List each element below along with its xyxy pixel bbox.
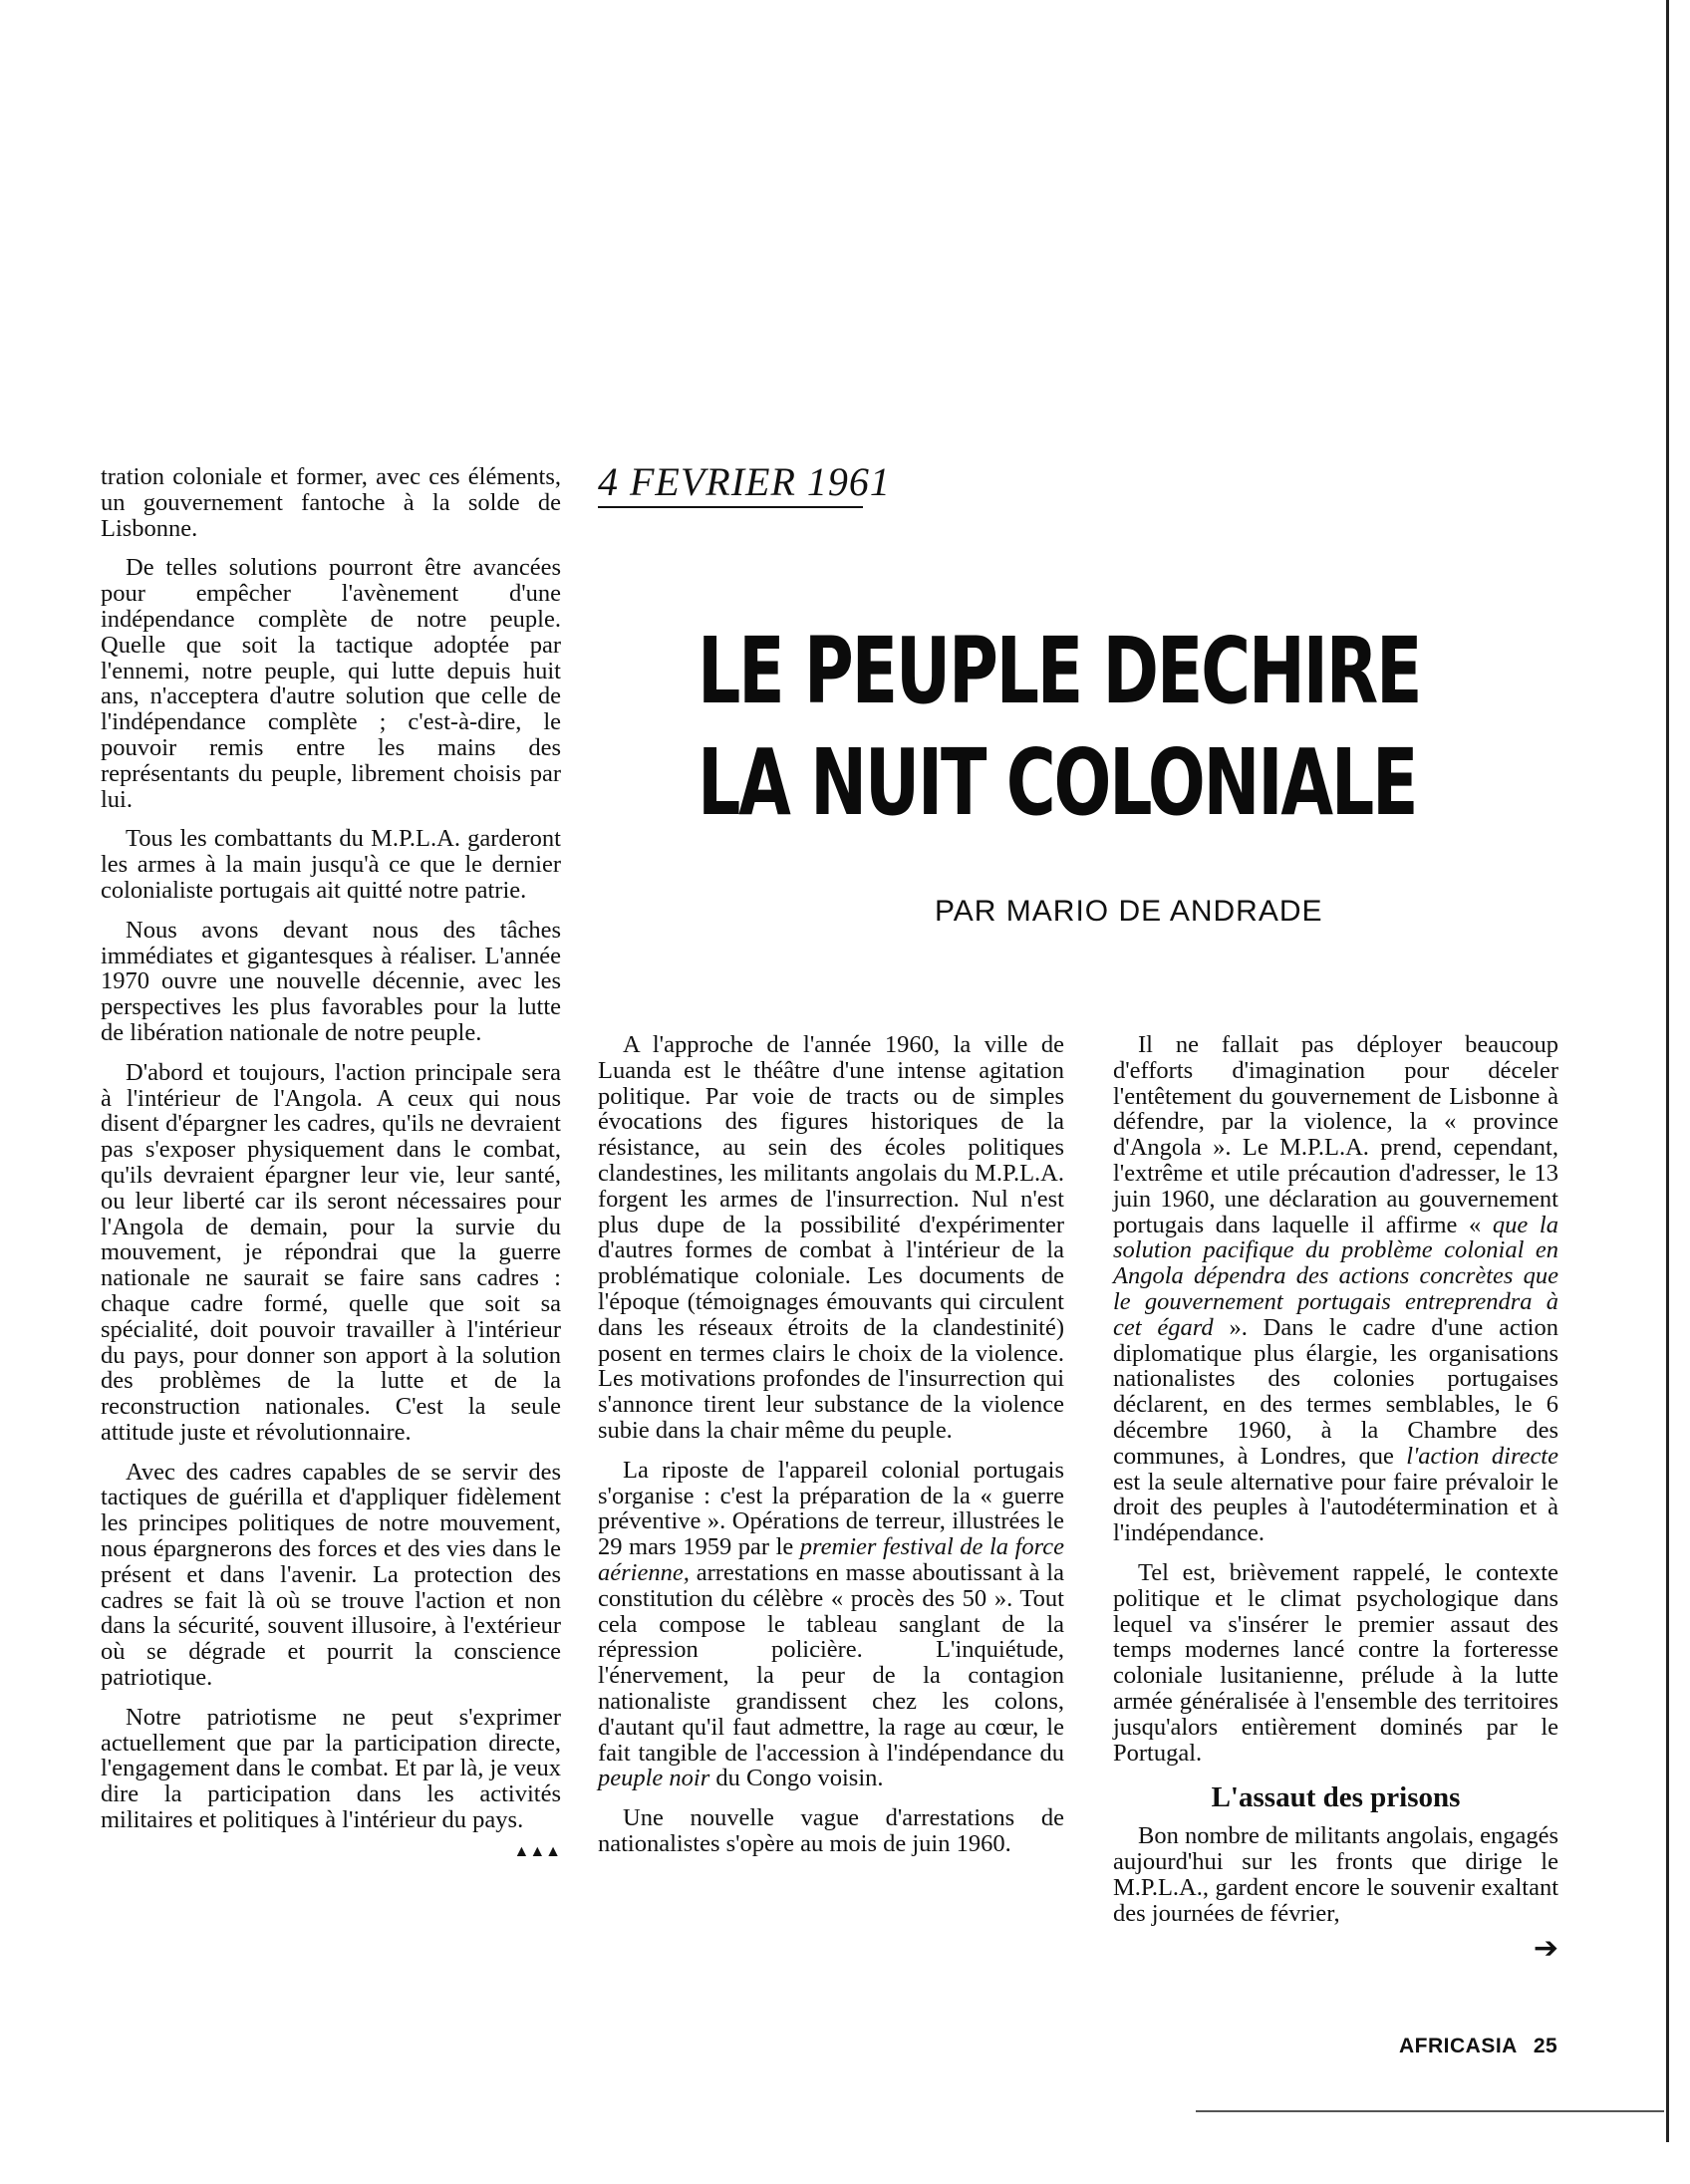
italic-text: premier festival de la force aérienne, — [598, 1533, 1064, 1586]
right-column — [1113, 1031, 1558, 1966]
article-byline: PAR MARIO DE ANDRADE — [935, 895, 1323, 928]
headline-line-1: LE PEUPLE DECHIRE — [698, 618, 1421, 724]
paragraph: Bon nombre de militants angolais, engagés aujourd'hui sur les fronts que dirige le M.P.L.A., gardent encore le souvenir exaltant des journées de février, — [1113, 1822, 1558, 1927]
paragraph: D'abord et toujours, l'action principale sera à l'intérieur de l'Angola. A ceux qui nous disent d'épargner les cadres, qu'ils ne devraient pas s'exposer physiquement dans le combat, qu'ils devraient épargner leur vie, leur santé, ou leur liberté car ils seront nécessaires pour l'Angola de demain, pour la survie du mouvement, je répondrai que la guerre nationale ne saurait se faire sans cadres : chaque cadre formé, quelle que soit sa spécialité, doit pouvoir travailler à l'intérieur du pays, pour donner son apport à la solution des problèmes de la lutte et de la reconstruction nationales. C'est la seule attitude juste et révolutionnaire. — [101, 1058, 561, 1446]
middle-column — [598, 1032, 1064, 1871]
text-run: Il ne fallait pas déployer beaucoup d'efforts d'imagination pour déceler l'entêtement du gouvernement de Lisbonne à défendre, par la violence, la « province d'Angola ». Le M.P.L.A. prend, cependant, l'extrême et utile précaution d'adresser, le 13 juin 1960, une déclaration au gouvernement portugais dans laquelle il affirme « — [1113, 1031, 1558, 1238]
page-bottom-shadow — [1196, 2110, 1664, 2112]
end-of-article-mark: ▲▲▲ — [513, 1842, 561, 1860]
article-headline — [698, 616, 1421, 839]
paragraph: Tel est, brièvement rappelé, le contexte politique et le climat psychologique dans lequel va s'insérer le premier assaut des temps modernes lancé contre la forteresse coloniale lusitanienne, prélude à la lutte armée généralisée à l'ensemble des territoires jusqu'alors entièrement dominés par le Portugal. — [1113, 1558, 1558, 1767]
italic-text: que la solution pacifique du problème colonial en Angola dépendra des actions concrètes que le gouvernement portugais entreprendra à cet égard — [1113, 1211, 1558, 1341]
paragraph: Une nouvelle vague d'arrestations de nationalistes s'opère au mois de juin 1960. — [598, 1804, 1064, 1857]
headline-line-2: LA NUIT COLONIALE — [698, 729, 1417, 836]
italic-text: peuple noir — [598, 1765, 710, 1792]
italic-text: l'action directe — [1406, 1442, 1558, 1470]
section-subheading: L'assaut des prisons — [1211, 1781, 1461, 1814]
text-run: ». Dans le cadre d'une action diplomatique plus élargie, les organisations nationalistes des colonies portugaises déclarent, en des termes semblables, le 6 décembre 1960, à la Chambre des communes, à Londres, que — [1113, 1313, 1558, 1470]
page-binding-edge — [1666, 0, 1669, 2142]
text-run: La riposte de l'appareil colonial portugais s'organise : c'est la préparation de la « guerre préventive ». Opérations de terreur, illustrées le 29 mars 1959 par le — [598, 1456, 1064, 1561]
magazine-name: AFRICASIA — [1399, 2035, 1518, 2057]
left-column — [101, 464, 561, 1865]
paragraph: De telles solutions pourront être avancées pour empêcher l'avènement d'une indépendance complète de notre peuple. Quelle que soit la tactique adoptée par l'ennemi, notre peuple, qui lutte depuis huit ans, n'acceptera d'autre solution que celle de l'indépendance complète ; c'est-à-dire, le pouvoir remis entre les mains des représentants du peuple, librement choisis par lui. — [101, 554, 561, 813]
text-run: arrestations en masse aboutissant à la constitution du célèbre « procès des 50 ». Tout cela compose le tableau sanglant de la répression policière. L'inquiétude, l'énervement, la peur de la contagion nationaliste grandissent chez les colons, d'autant qu'il faut admettre, la rage au cœur, le fait tangible de l'accession à l'indépendance du — [598, 1558, 1064, 1767]
paragraph — [598, 1458, 1064, 1791]
page-number: 25 — [1533, 2035, 1558, 2057]
paragraph — [101, 1703, 561, 1860]
paragraph: Nous avons devant nous des tâches immédiates et gigantesques à réaliser. L'année 1970 ouvre une nouvelle décennie, avec les perspectives les plus favorables pour la lutte de libération nationale de notre peuple. — [101, 916, 561, 1046]
paragraph: Avec des cadres capables de se servir des tactiques de guérilla et d'appliquer fidèlement les principes politiques de notre mouvement, nous épargnerons des forces et des vies dans le présent et dans l'avenir. La protection des cadres se fait là où se trouve l'action et non dans la sécurité, souvent illusoire, à l'extérieur où se dégrade et pourrit la conscience patriotique. — [101, 1458, 561, 1692]
paragraph: A l'approche de l'année 1960, la ville de Luanda est le théâtre d'une intense agitation politique. Par voie de tracts ou de simples évocations des figures historiques de la résistance, au sein des écoles politiques clandestines, les militants angolais du M.P.L.A. forgent les armes de l'insurrection. Nul n'est plus dupe de la possibilité d'expérimenter d'autres formes de combat à l'intérieur de la problématique coloniale. Les documents de l'époque (témoignages émouvants qui circulent dans les réseaux étroits de la clandestinité) posent en termes clairs le choix de la violence. Les motivations profondes de l'insurrection qui s'annonce tirent leur substance de la violence subie dans la chair même du peuple. — [598, 1031, 1064, 1444]
paragraph — [1113, 1032, 1558, 1546]
text-run: du Congo voisin. — [709, 1765, 884, 1792]
kicker-underline — [598, 506, 863, 508]
paragraph-text: Notre patriotisme ne peut s'exprimer actuellement que par la participation directe, l'engagement dans le combat. Et par là, je veux dire la participation dans les activités militaires et politiques à l'intérieur du pays. — [101, 1703, 561, 1834]
paragraph: tration coloniale et former, avec ces éléments, un gouvernement fantoche à la solde de Lisbonne. — [101, 463, 561, 542]
continue-arrow-icon: ➔ — [1533, 1932, 1558, 1966]
page-footer — [1399, 2035, 1557, 2058]
text-run: est la seule alternative pour faire prévaloir le droit des peuples à l'autodétermination et à l'indépendance. — [1113, 1468, 1558, 1547]
article-kicker: 4 FEVRIER 1961 — [598, 459, 891, 504]
paragraph: Tous les combattants du M.P.L.A. garderont les armes à la main jusqu'à ce que le dernier colonialiste portugais ait quitté notre patrie. — [101, 825, 561, 904]
